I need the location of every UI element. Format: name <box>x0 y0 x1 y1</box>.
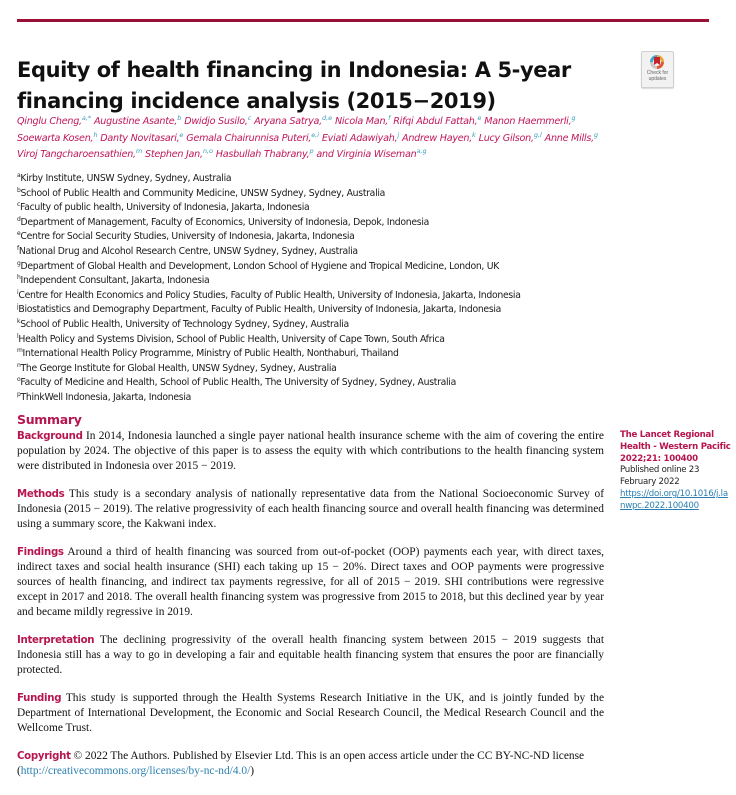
affiliation <box>17 333 617 348</box>
author-affiliation-marker[interactable]: e <box>179 130 184 139</box>
article-title: Equity of health financing in Indonesia: A 5-year financing incidence analysis (2015−2019) <box>17 58 571 114</box>
author-name: Andrew Hayen, <box>402 132 473 144</box>
published-date: Published online 23 February 2022 <box>620 465 700 488</box>
affiliation-text: Department of Global Health and Development, London School of Hygiene and Tropical Medicine, London, UK <box>20 260 500 272</box>
affiliation-marker: b <box>17 186 21 194</box>
author-affiliation-marker[interactable]: f <box>388 114 391 122</box>
affiliation-text: The George Institute for Global Health, UNSW Sydney, Sydney, Australia <box>20 362 337 374</box>
affiliation-marker: d <box>17 215 21 223</box>
affiliation-text: National Drug and Alcohol Research Centre, UNSW Sydney, Sydney, Australia <box>18 245 358 257</box>
affiliation-text: Independent Consultant, Jakarta, Indonesia <box>20 275 210 287</box>
affiliation <box>17 376 617 391</box>
author-affiliation-marker[interactable]: h <box>93 130 98 139</box>
affiliation-text: School of Public Health, University of Technology Sydney, Sydney, Australia <box>20 318 349 330</box>
author[interactable] <box>402 130 476 144</box>
author-affiliation-marker[interactable]: a,g <box>416 147 427 155</box>
affiliation <box>17 187 617 202</box>
author-affiliation-marker[interactable]: e,i <box>311 130 320 139</box>
author-name: Viroj Tangcharoensathien, <box>17 149 136 160</box>
author-name: Danty Novitasari, <box>100 132 180 144</box>
affiliation-text: Health Policy and Systems Division, School of Public Health, University of Cape Town, South Africa <box>18 333 445 345</box>
check-for-updates-badge[interactable] <box>641 51 674 88</box>
abstract-interpretation <box>17 633 604 678</box>
author-name: Dwidjo Susilo, <box>184 116 248 127</box>
author[interactable] <box>478 130 542 144</box>
affiliation <box>17 216 617 231</box>
author-name: Anne Mills, <box>544 132 594 144</box>
affiliation-text: ThinkWell Indonesia, Jakarta, Indonesia <box>20 391 191 403</box>
affiliation <box>17 201 617 216</box>
section-text: The declining progressivity of the overall health financing system between 2015 − 2019 suggests that Indonesia still has a way to go in developing a fair and equitable health financing system that ensures the poor are financially protected. <box>17 634 604 676</box>
license-link[interactable]: http://creativecommons.org/licenses/by-nc-nd/4.0/ <box>20 765 251 777</box>
author[interactable] <box>184 116 251 127</box>
affiliation-marker: a <box>17 172 21 179</box>
header-rule <box>17 19 709 22</box>
author-affiliation-marker[interactable]: g,l <box>533 130 542 139</box>
affiliation-text: Faculty of Medicine and Health, School of Public Health, The University of Sydney, Sydney, Australia <box>20 377 456 389</box>
author-affiliation-marker[interactable]: m <box>135 147 143 155</box>
author[interactable] <box>100 130 184 144</box>
copyright-label: Copyright <box>17 751 71 762</box>
affiliation-text: School of Public Health and Community Medicine, UNSW Sydney, Sydney, Australia <box>20 187 386 199</box>
doi-link[interactable]: https://doi.org/10.1016/j.lanwpc.2022.100400 <box>620 488 728 511</box>
author-name: Hasbullah Thabrany, <box>215 149 310 160</box>
affiliation-marker: h <box>17 274 21 282</box>
abstract-findings <box>17 545 604 620</box>
author-affiliation-marker[interactable]: j <box>397 130 400 139</box>
badge-text <box>642 71 673 82</box>
author-affiliation-marker[interactable]: b <box>177 114 182 122</box>
copyright-close: ) <box>250 765 255 777</box>
affiliation-text: Biostatistics and Demography Department, Faculty of Public Health, University of Indonesia, Jakarta, Indonesia <box>18 304 502 316</box>
affiliation <box>17 347 617 362</box>
abstract-funding <box>17 691 604 736</box>
affiliation-list <box>17 172 617 406</box>
author[interactable] <box>544 130 599 144</box>
journal-sidebar <box>620 430 732 513</box>
author-affiliation-marker[interactable]: e <box>477 114 482 122</box>
section-text: Around a third of health financing was sourced from out-of-pocket (OOP) payments each year, with direct taxes, indirect taxes and social health insurance (SHI) each taking up 15 − 20%. Direct taxes and OOP payments were progressive sources of health financing, and indirect tax payments regressive, for all of 2015 − 2019. SHI contributions were regressive except in 2017 and 2018. The overall health financing system was progressive from 2015 to 2018, but this declined year by year and became mildly regressive in 2019. <box>17 546 605 618</box>
section-text: This study is a secondary analysis of nationally representative data from the National Socioeconomic Survey of Indonesia (2015 − 2019). The relative progressivity of each health financing source and overall health financing was determined using a summary score, the Kakwani index. <box>17 488 604 530</box>
author[interactable] <box>17 116 91 127</box>
author[interactable] <box>216 149 314 160</box>
abstract-background <box>17 429 604 474</box>
section-text: In 2014, Indonesia launched a single payer national health insurance scheme with the aim of covering the entire population by 2024. The objective of this paper is to assess the equity with which contributions to the health financing system were distributed in Indonesia over 2015 − 2019. <box>17 430 604 472</box>
author-name: Qinglu Cheng, <box>17 116 82 127</box>
affiliation <box>17 245 617 260</box>
author-name: Rifqi Abdul Fattah, <box>393 116 478 127</box>
copyright-text: © 2022 The Authors. Published by Elsevier Ltd. This is an open access article under the CC BY-NC-ND license ( <box>17 750 585 777</box>
author-name: Eviati Adawiyah, <box>321 132 398 144</box>
affiliation-marker: o <box>17 376 21 384</box>
author[interactable] <box>186 130 320 144</box>
author-affiliation-marker[interactable]: g <box>593 130 599 139</box>
affiliation-marker: c <box>17 201 20 209</box>
author-name: Soewarta Kosen, <box>17 132 94 144</box>
abstract-copyright <box>17 749 604 779</box>
author-affiliation-marker[interactable]: a,* <box>81 114 92 122</box>
affiliation <box>17 230 617 245</box>
badge-line-2: updates <box>648 75 667 82</box>
affiliation-text: International Health Policy Programme, Ministry of Public Health, Nonthaburi, Thailand <box>22 348 399 360</box>
affiliation <box>17 260 617 275</box>
affiliation-text: Department of Management, Faculty of Economics, University of Indonesia, Depok, Indonesia <box>20 216 430 228</box>
author[interactable] <box>321 130 400 144</box>
affiliation <box>17 318 617 333</box>
affiliation-marker: f <box>17 244 19 252</box>
author-list <box>17 114 617 164</box>
summary-heading: Summary <box>17 412 82 427</box>
affiliation-marker: p <box>17 390 21 398</box>
abstract-methods <box>17 487 604 532</box>
section-label: Methods <box>17 489 65 500</box>
affiliation-marker: e <box>17 230 21 238</box>
badge-line-1: Check for <box>646 70 669 76</box>
author-name: and Virginia Wiseman <box>316 149 417 160</box>
author[interactable] <box>17 149 142 160</box>
affiliation-marker: g <box>17 259 21 267</box>
affiliation-text: Kirby Institute, UNSW Sydney, Sydney, Australia <box>20 173 232 184</box>
author-name: Nicola Man, <box>334 116 389 127</box>
author-name: Stephen Jan, <box>145 149 203 160</box>
affiliation <box>17 289 617 304</box>
affiliation-marker: m <box>17 347 23 355</box>
section-label: Funding <box>17 693 62 704</box>
author-affiliation-marker[interactable]: d,e <box>321 114 333 122</box>
affiliation-marker: n <box>17 361 21 369</box>
affiliation-marker: k <box>17 317 21 325</box>
author-affiliation-marker[interactable]: n,o <box>202 147 213 155</box>
author-affiliation-marker[interactable]: g <box>571 114 576 122</box>
author[interactable] <box>484 116 575 127</box>
affiliation-text: Centre for Social Security Studies, University of Indonesia, Jakarta, Indonesia <box>20 231 355 243</box>
affiliation <box>17 303 617 318</box>
author-name: Manon Haemmerli, <box>484 116 572 127</box>
author-name: Aryana Satrya, <box>254 116 322 127</box>
section-text: This study is supported through the Health Systems Research Initiative in the UK, and is jointly funded by the Department of International Development, the Economic and Social Research Council, the Medical Research Council and the Wellcome Trust. <box>17 692 604 734</box>
author-affiliation-marker[interactable]: c <box>247 114 252 122</box>
affiliation-marker: i <box>17 288 19 296</box>
author-affiliation-marker[interactable]: k <box>472 130 476 139</box>
author[interactable] <box>94 116 181 127</box>
author-name: Lucy Gilson, <box>478 132 534 144</box>
affiliation-text: Faculty of public health, University of Indonesia, Jakarta, Indonesia <box>20 202 310 214</box>
affiliation-marker: j <box>17 303 19 311</box>
author[interactable] <box>145 149 213 160</box>
affiliation-marker: l <box>17 332 19 340</box>
author-name: Augustine Asante, <box>93 116 178 127</box>
author[interactable] <box>393 116 481 127</box>
author[interactable] <box>17 130 98 144</box>
author[interactable] <box>254 116 332 127</box>
author[interactable] <box>335 116 390 127</box>
affiliation-text: Centre for Health Economics and Policy Studies, Faculty of Public Health, University of Indonesia, Jakarta, Indonesia <box>18 289 521 301</box>
author[interactable] <box>316 149 426 160</box>
section-label: Interpretation <box>17 635 95 646</box>
section-label: Findings <box>17 547 64 558</box>
affiliation <box>17 391 617 406</box>
journal-citation: The Lancet Regional Health - Western Pacific 2022;21: 100400 <box>620 430 731 464</box>
affiliation <box>17 362 617 377</box>
affiliation <box>17 274 617 289</box>
abstract <box>17 429 604 792</box>
author-name: Gemala Chairunnisa Puteri, <box>186 132 312 144</box>
author-affiliation-marker[interactable]: p <box>309 147 314 155</box>
affiliation <box>17 172 617 187</box>
section-label: Background <box>17 431 83 442</box>
